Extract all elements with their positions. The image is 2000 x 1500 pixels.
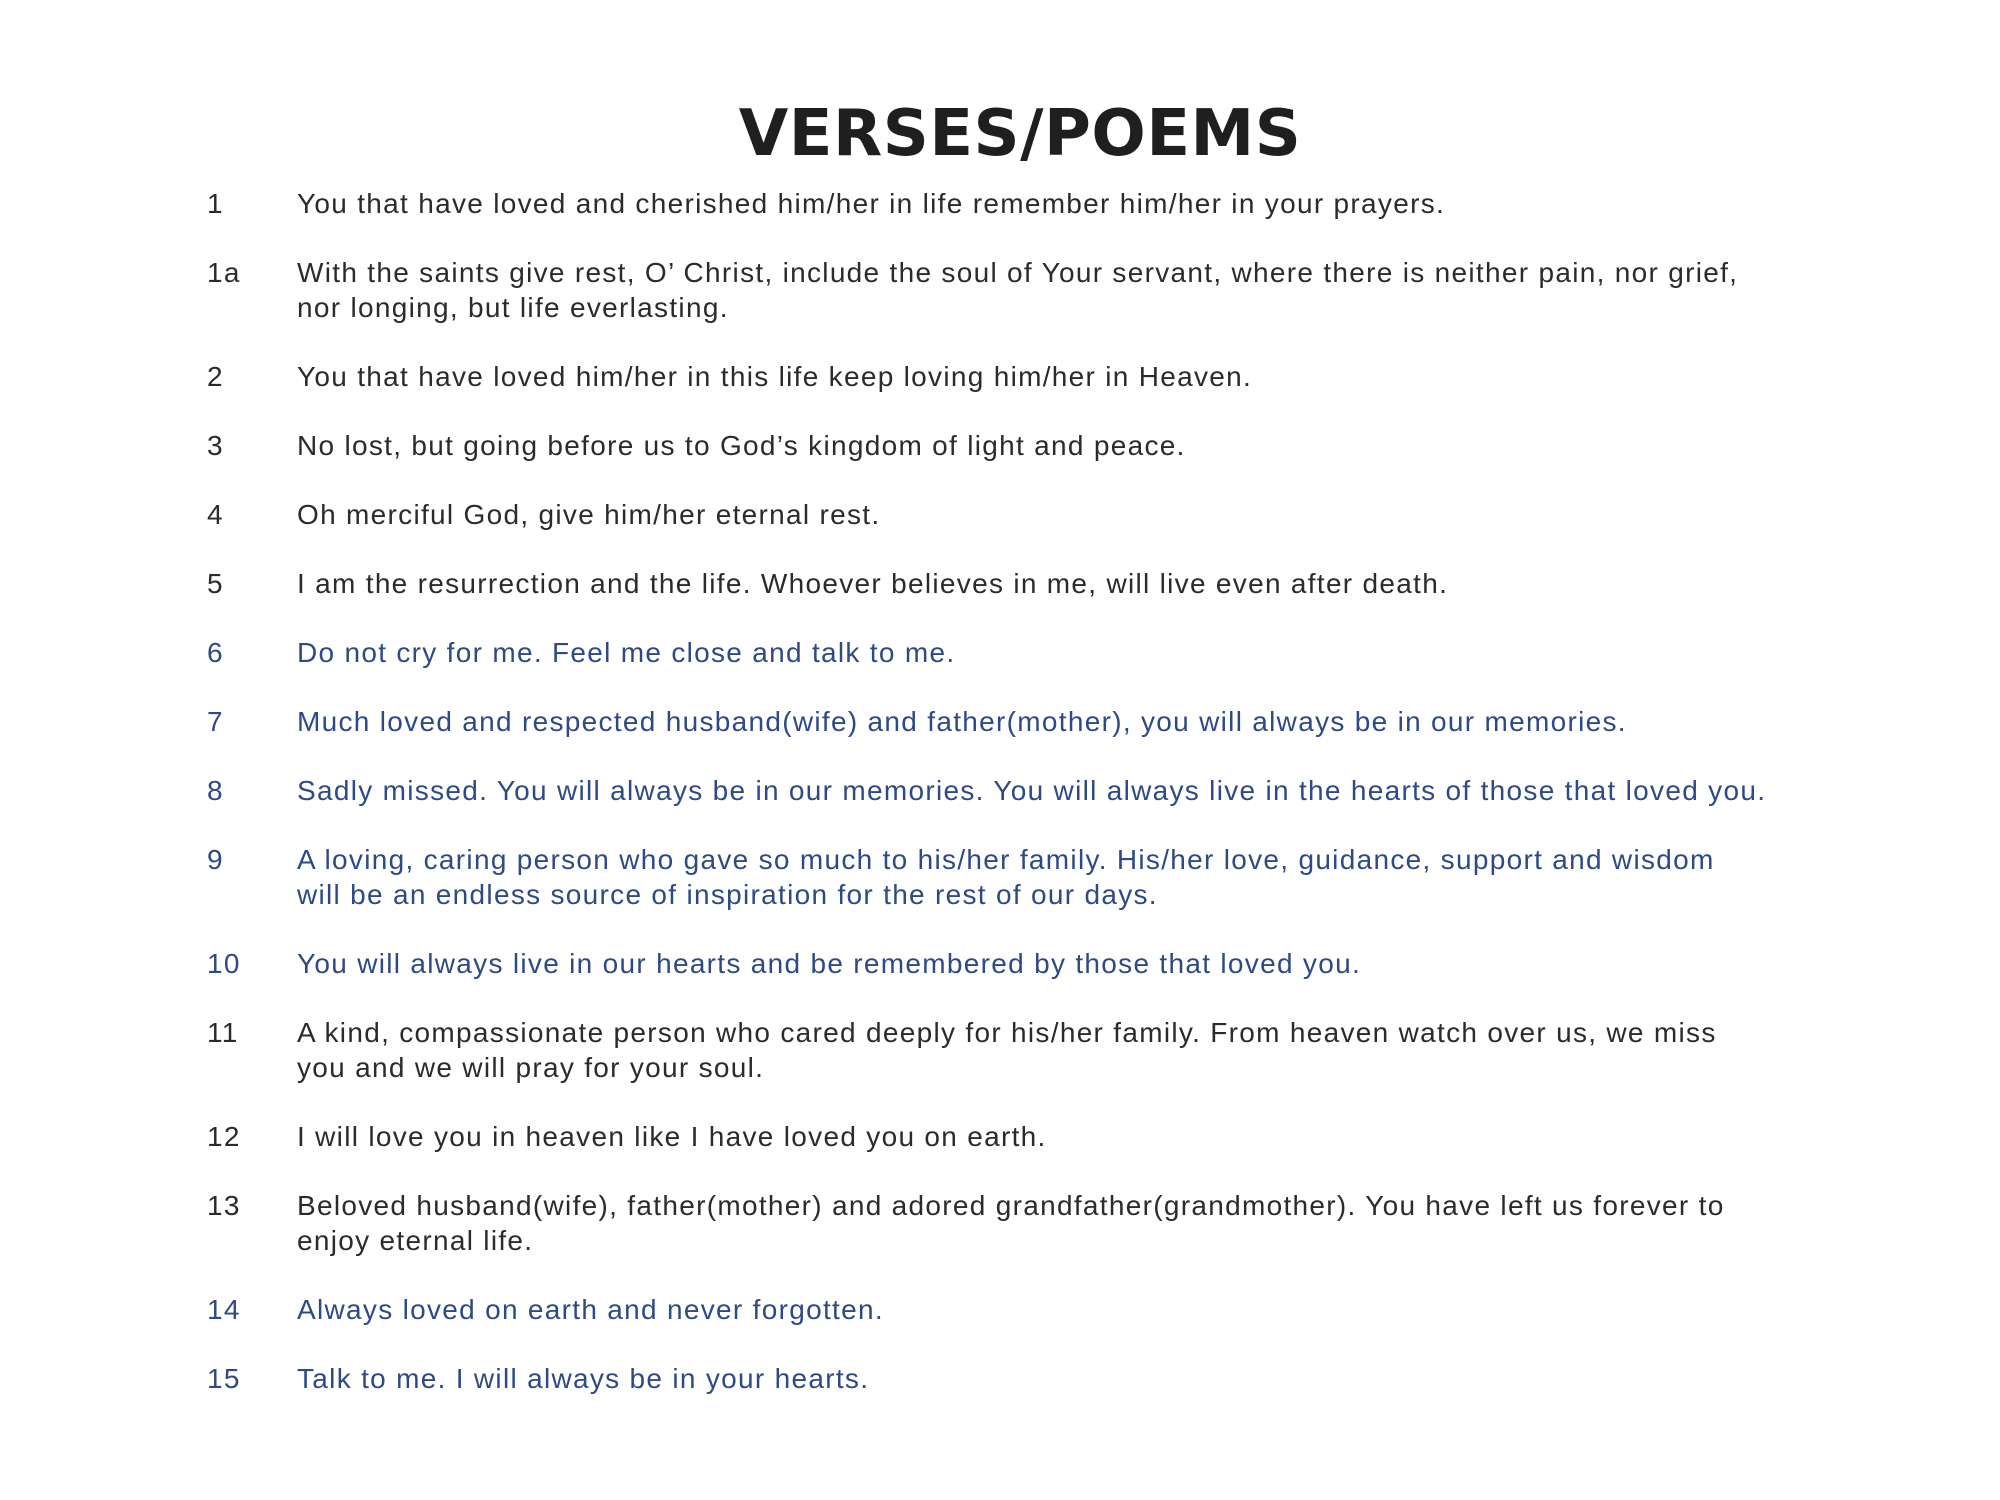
verse-item [207,842,1767,912]
verse-text: No lost, but going before us to God’s kingdom of light and peace. [297,430,1186,461]
verse-text: I will love you in heaven like I have loved you on earth. [297,1121,1047,1152]
verse-text: You that have loved him/her in this life keep loving him/her in Heaven. [297,361,1253,392]
verse-number: 11 [207,1017,239,1048]
verse-number: 7 [207,706,224,737]
verse-item [207,1361,1767,1396]
verse-text: With the saints give rest, O’ Christ, include the soul of Your servant, where there is neither pain, nor grief, nor longing, but life everlasting. [297,257,1739,323]
verse-number: 6 [207,637,224,668]
verse-item [207,773,1767,808]
verse-number: 4 [207,499,224,530]
verse-item [207,255,1767,325]
verses-list [207,186,1767,1430]
verse-text: Much loved and respected husband(wife) and father(mother), you will always be in our memories. [297,706,1627,737]
verse-item [207,1015,1767,1085]
verse-item [207,186,1767,221]
verse-number: 1 [207,188,224,219]
verse-number: 1a [207,257,241,288]
verse-text: Talk to me. I will always be in your hearts. [297,1363,870,1394]
verse-number: 3 [207,430,224,461]
verse-item [207,635,1767,670]
verse-number: 10 [207,948,241,979]
verse-item [207,359,1767,394]
verse-item [207,497,1767,532]
verse-text: A kind, compassionate person who cared deeply for his/her family. From heaven watch over us, we miss you and we will pray for your soul. [297,1017,1717,1083]
verse-number: 5 [207,568,224,599]
verse-text: Do not cry for me. Feel me close and talk to me. [297,637,956,668]
verse-text: You will always live in our hearts and be remembered by those that loved you. [297,948,1362,979]
verse-item [207,1188,1767,1258]
verse-text: Oh merciful God, give him/her eternal rest. [297,499,881,530]
verse-number: 13 [207,1190,241,1221]
verse-item [207,1119,1767,1154]
verse-item [207,428,1767,463]
verse-text: You that have loved and cherished him/her in life remember him/her in your prayers. [297,188,1446,219]
verse-number: 15 [207,1363,241,1394]
verse-item [207,566,1767,601]
verse-text: Always loved on earth and never forgotten. [297,1294,884,1325]
verse-number: 2 [207,361,224,392]
verse-text: Beloved husband(wife), father(mother) and adored grandfather(grandmother). You have left us forever to enjoy eternal life. [297,1190,1725,1256]
verse-number: 12 [207,1121,241,1152]
verse-item [207,946,1767,981]
verse-item [207,1292,1767,1327]
verse-text: Sadly missed. You will always be in our memories. You will always live in the hearts of those that loved you. [297,775,1767,806]
verse-number: 9 [207,844,224,875]
verse-number: 8 [207,775,224,806]
verse-text: I am the resurrection and the life. Whoever believes in me, will live even after death. [297,568,1449,599]
verse-text: A loving, caring person who gave so much to his/her family. His/her love, guidance, support and wisdom will be an endless source of inspiration for the rest of our days. [297,844,1715,910]
page-title: VERSES/POEMS [738,96,1302,171]
verse-number: 14 [207,1294,241,1325]
verse-item [207,704,1767,739]
